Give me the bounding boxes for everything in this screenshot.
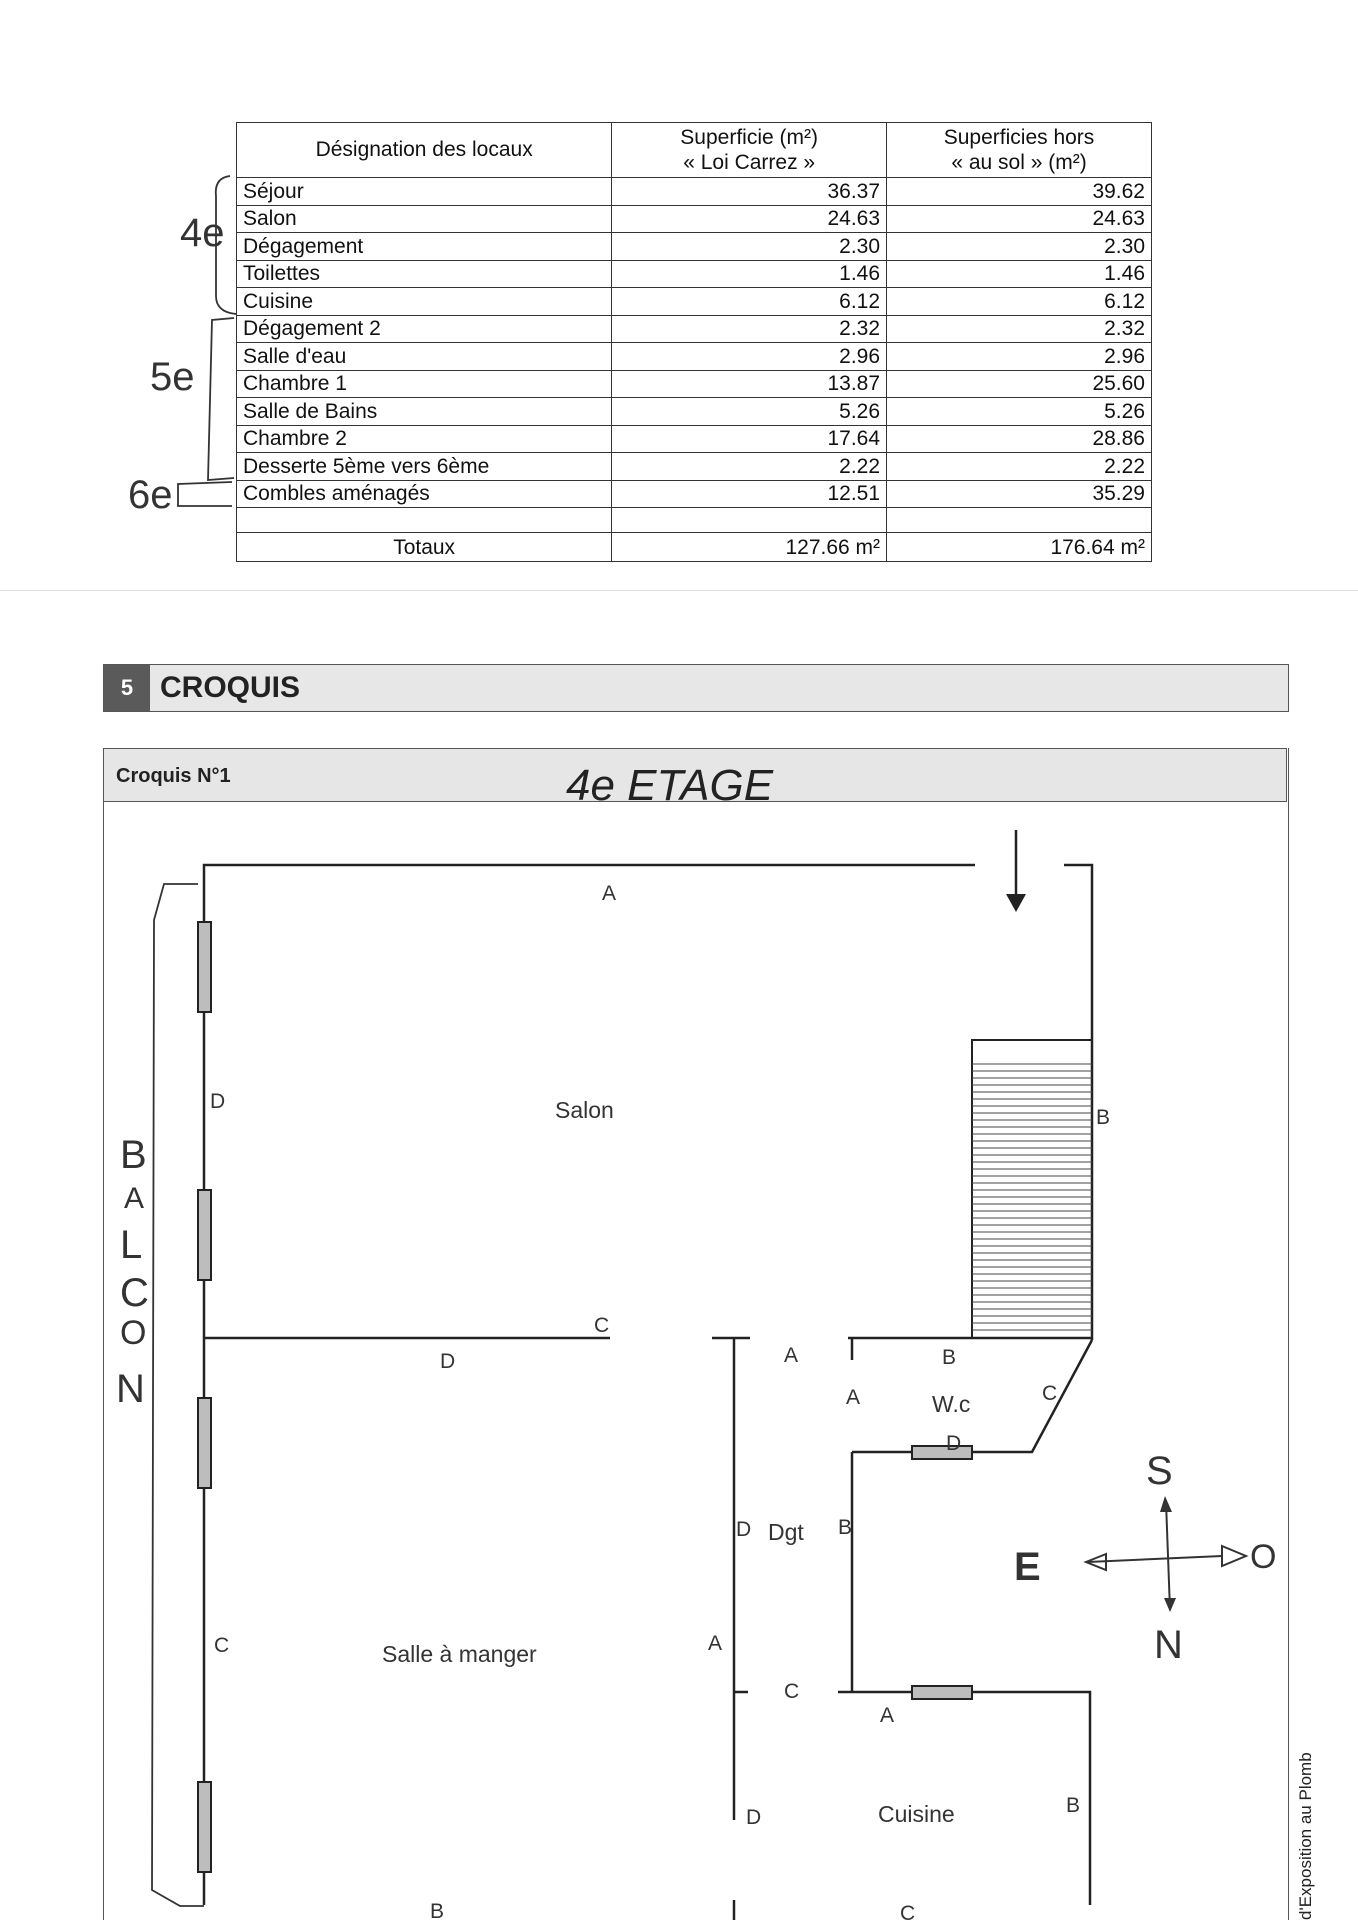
room-sol: 2.96	[887, 343, 1152, 371]
stair-steps	[972, 1064, 1092, 1330]
wall-letter: D	[440, 1350, 456, 1373]
room-carrez: 17.64	[612, 425, 887, 453]
window	[198, 1782, 211, 1872]
totals-label: Totaux	[237, 533, 612, 562]
wall-right-upper	[1064, 865, 1092, 1340]
room-name: Toilettes	[237, 260, 612, 288]
side-caption: d'Exposition au Plomb	[1296, 1752, 1315, 1920]
wall-letter: C	[784, 1680, 800, 1703]
room-carrez: 1.46	[612, 260, 887, 288]
section-title: CROQUIS	[160, 671, 301, 704]
window	[198, 922, 211, 1012]
room-label-cuisine: Cuisine	[878, 1801, 955, 1827]
room-name: Salle d'eau	[237, 343, 612, 371]
room-carrez: 2.32	[612, 315, 887, 343]
wall-letter: C	[900, 1902, 916, 1920]
section-number: 5	[104, 665, 150, 711]
compass-o: O	[1250, 1538, 1277, 1576]
wall-letter: D	[746, 1806, 762, 1829]
room-carrez: 2.22	[612, 453, 887, 481]
wall-top-left	[204, 865, 975, 1905]
room-name: Dégagement	[237, 233, 612, 261]
room-carrez: 2.30	[612, 233, 887, 261]
entrance-arrow	[1006, 830, 1026, 912]
balcony-bracket	[152, 884, 204, 1906]
compass-arrow-o	[1222, 1546, 1246, 1566]
room-label-wc: W.c	[932, 1391, 971, 1417]
wall-letter: C	[594, 1314, 610, 1337]
balcony-letter: B	[120, 1133, 147, 1177]
room-carrez: 24.63	[612, 205, 887, 233]
room-sol: 28.86	[887, 425, 1152, 453]
header-designation: Désignation des locaux	[237, 123, 612, 178]
balcony-letter: O	[120, 1314, 147, 1352]
room-name: Salle de Bains	[237, 398, 612, 426]
compass-s: S	[1146, 1449, 1173, 1493]
room-sol: 1.46	[887, 260, 1152, 288]
wall-letter: C	[214, 1634, 230, 1657]
room-sol: 2.30	[887, 233, 1152, 261]
compass-arrow-n	[1164, 1598, 1176, 1612]
totals-carrez: 127.66 m²	[612, 533, 887, 562]
wall-letter: B	[430, 1900, 445, 1920]
croquis-title: Croquis N°1	[116, 765, 231, 787]
room-sol: 24.63	[887, 205, 1152, 233]
handwritten-floor-title: 4e ETAGE	[566, 761, 774, 810]
room-label-salle-a-manger: Salle à manger	[382, 1641, 537, 1667]
wall-letter: D	[210, 1090, 226, 1113]
room-carrez: 36.37	[612, 178, 887, 206]
wall-letter: A	[880, 1704, 895, 1727]
room-carrez: 2.96	[612, 343, 887, 371]
floor4-mark: 4e	[180, 211, 225, 255]
balcony-letter: C	[120, 1271, 149, 1315]
wall-kitchen	[838, 1692, 1090, 1905]
wall-letter: D	[946, 1432, 962, 1455]
room-name: Combles aménagés	[237, 480, 612, 508]
balcony-label	[116, 1133, 149, 1411]
window	[198, 1398, 211, 1488]
room-name: Dégagement 2	[237, 315, 612, 343]
room-label-dgt: Dgt	[768, 1519, 804, 1545]
room-sol: 2.22	[887, 453, 1152, 481]
room-carrez: 6.12	[612, 288, 887, 316]
room-name: Desserte 5ème vers 6ème	[237, 453, 612, 481]
wall-letter: B	[1096, 1106, 1111, 1129]
totals-sol: 176.64 m²	[887, 533, 1152, 562]
window	[912, 1446, 972, 1459]
header-sol-line2: « au sol » (m²)	[951, 151, 1087, 174]
wall-letter: C	[1042, 1382, 1058, 1405]
compass-arrow-s	[1160, 1496, 1172, 1512]
wall-letter: A	[846, 1386, 861, 1409]
room-sol: 2.32	[887, 315, 1152, 343]
wall-letter: A	[602, 882, 617, 905]
window	[198, 1190, 211, 1280]
room-name: Cuisine	[237, 288, 612, 316]
room-label-salon: Salon	[555, 1097, 614, 1123]
window	[912, 1686, 972, 1699]
compass-e: E	[1014, 1545, 1041, 1589]
balcony-letter: N	[116, 1367, 145, 1411]
wall-letter: A	[708, 1632, 723, 1655]
header-carrez-line2: « Loi Carrez »	[683, 151, 816, 174]
floor6-mark: 6e	[128, 473, 173, 517]
room-carrez: 12.51	[612, 480, 887, 508]
room-carrez: 13.87	[612, 370, 887, 398]
room-carrez: 5.26	[612, 398, 887, 426]
header-carrez-line1: Superficie (m²)	[680, 125, 818, 149]
wall-letter: A	[784, 1344, 799, 1367]
room-name: Chambre 2	[237, 425, 612, 453]
wall-letter: D	[736, 1518, 752, 1541]
floor5-mark: 5e	[150, 355, 195, 399]
room-sol: 25.60	[887, 370, 1152, 398]
balcony-letter: A	[124, 1182, 145, 1215]
room-name: Séjour	[237, 178, 612, 206]
wall-letter: B	[942, 1346, 957, 1369]
compass-n: N	[1154, 1623, 1183, 1667]
room-sol: 5.26	[887, 398, 1152, 426]
balcony-letter: L	[120, 1223, 143, 1267]
wall-letter: B	[1066, 1794, 1081, 1817]
room-sol: 39.62	[887, 178, 1152, 206]
room-name: Chambre 1	[237, 370, 612, 398]
room-sol: 35.29	[887, 480, 1152, 508]
room-name: Salon	[237, 205, 612, 233]
wall-letter: B	[838, 1516, 853, 1539]
wall-letters	[210, 882, 1110, 1920]
room-sol: 6.12	[887, 288, 1152, 316]
header-sol-line1: Superficies hors	[943, 125, 1095, 149]
compass	[1014, 1449, 1276, 1667]
